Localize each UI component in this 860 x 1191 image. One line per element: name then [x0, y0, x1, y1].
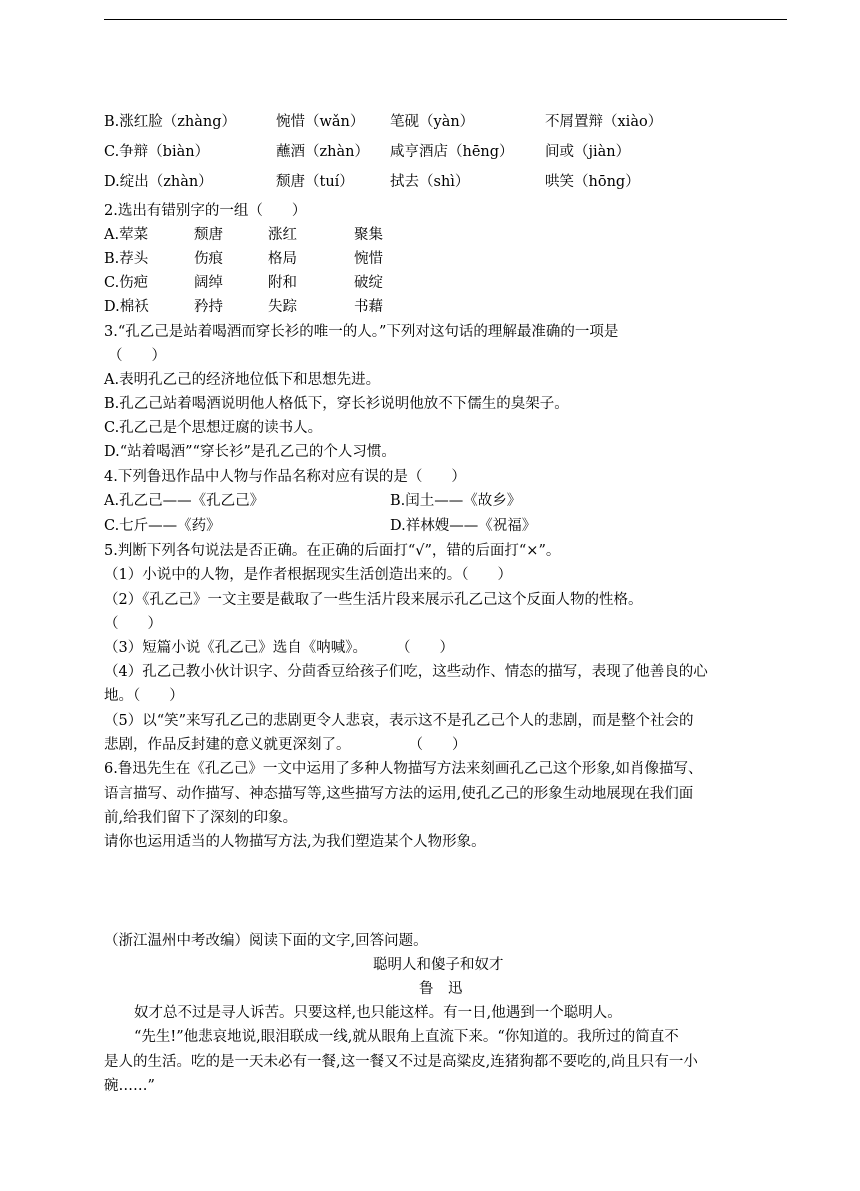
- q5-item-4-cont: 地。（ ）: [104, 688, 184, 704]
- q1-b-3: 笔砚（yàn）: [390, 114, 475, 130]
- q5-stem: 5.判断下列各句说法是否正确。在正确的后面打“√”，错的后面打“×”。: [104, 543, 561, 559]
- q2-a-3: 涨红: [268, 227, 297, 243]
- q5-item-5: （5）以“笑”来写孔乙己的悲剧更令人悲哀，表示这不是孔乙己个人的悲剧，而是整个社会的: [104, 713, 694, 729]
- q2-c-1: C.伤疤: [104, 275, 149, 291]
- q3-option-d: D.“站着喝酒”“穿长衫”是孔乙己的个人习惯。: [104, 444, 396, 460]
- q6-line-1: 6.鲁迅先生在《孔乙己》一文中运用了多种人物描写方法来刻画孔乙己这个形象,如肖像描写、: [104, 761, 703, 777]
- q5-item-4: （4）孔乙己教小伙计识字、分茴香豆给孩子们吃，这些动作、情态的描写，表现了他善良的心: [104, 664, 708, 680]
- reading-intro: （浙江温州中考改编）阅读下面的文字,回答问题。: [104, 933, 428, 949]
- q6-line-2: 语言描写、动作描写、神态描写等,这些描写方法的运用,使孔乙己的形象生动地展现在我们面: [104, 786, 694, 802]
- q1-d-4: 哄笑（hōng）: [545, 174, 640, 190]
- q1-c-4: 间或（jiàn）: [545, 144, 631, 160]
- q1-b-2: 惋惜（wǎn）: [276, 114, 365, 130]
- q2-a-1: A.荤菜: [104, 227, 149, 243]
- q1-c-2: 蘸酒（zhàn）: [276, 144, 369, 160]
- q6-line-3: 前,给我们留下了深刻的印象。: [104, 810, 298, 826]
- q1-c-1: C.争辩（biàn）: [104, 144, 210, 160]
- passage-paragraph-2-cont: 是人的生活。吃的是一天未必有一餐,这一餐又不过是高粱皮,连猪狗都不要吃的,尚且只有一小: [104, 1054, 698, 1070]
- q1-c-3: 咸亨酒店（hēng）: [390, 144, 514, 160]
- passage-author: 鲁 迅: [419, 981, 463, 997]
- q1-d-2: 颓唐（tuí）: [276, 174, 354, 190]
- q5-item-2: （2）《孔乙己》一文主要是截取了一些生活片段来展示孔乙己这个反面人物的性格。: [104, 592, 643, 608]
- q4-stem: 4.下列鲁迅作品中人物与作品名称对应有误的是（ ）: [104, 469, 466, 485]
- header-rule: [104, 19, 787, 20]
- q2-d-4: 书藉: [354, 299, 383, 315]
- q2-a-2: 颓唐: [194, 227, 223, 243]
- q6-line-4: 请你也运用适当的人物描写方法,为我们塑造某个人物形象。: [104, 834, 486, 850]
- q2-d-1: D.棉袄: [104, 299, 149, 315]
- q2-stem: 2.选出有错别字的一组（ ）: [104, 203, 307, 219]
- q1-b-4: 不屑置辩（xiào）: [545, 114, 663, 130]
- q4-option-a: A.孔乙己——《孔乙己》: [104, 493, 265, 509]
- q3-paren: （ ）: [108, 348, 166, 364]
- q5-item-3: （3）短篇小说《孔乙己》选自《呐喊》。 （ ）: [104, 640, 454, 656]
- passage-paragraph-1: 奴才总不过是寻人诉苦。只要这样,也只能这样。有一日,他遇到一个聪明人。: [134, 1005, 622, 1021]
- q3-option-b: B.孔乙己站着喝酒说明他人格低下，穿长衫说明他放不下儒生的臭架子。: [104, 396, 569, 412]
- passage-paragraph-2-end: 碗……”: [104, 1078, 155, 1094]
- q2-c-3: 附和: [268, 275, 297, 291]
- q4-option-b: B.闰土——《故乡》: [390, 493, 522, 509]
- q2-a-4: 聚集: [354, 227, 383, 243]
- q2-c-2: 阔绰: [194, 275, 223, 291]
- q3-option-c: C.孔乙己是个思想迂腐的读书人。: [104, 420, 323, 436]
- q3-stem: 3.“孔乙己是站着喝酒而穿长衫的唯一的人。”下列对这句话的理解最准确的一项是: [104, 324, 619, 340]
- q2-b-3: 格局: [268, 251, 297, 267]
- passage-paragraph-2: “先生!”他悲哀地说,眼泪联成一线,就从眼角上直流下来。“你知道的。我所过的简直不: [134, 1029, 679, 1045]
- q5-item-1: （1）小说中的人物，是作者根据现实生活创造出来的。（ ）: [104, 567, 512, 583]
- q1-b-1: B.涨红脸（zhàng）: [104, 114, 237, 130]
- q2-d-3: 失踪: [268, 299, 297, 315]
- q3-option-a: A.表明孔乙己的经济地位低下和思想先进。: [104, 372, 381, 388]
- q2-b-2: 伤痕: [194, 251, 223, 267]
- q2-d-2: 矜持: [194, 299, 223, 315]
- q5-item-2-paren: （ ）: [104, 616, 162, 632]
- q2-c-4: 破绽: [354, 275, 383, 291]
- q2-b-4: 惋惜: [354, 251, 383, 267]
- q4-option-d: D.祥林嫂——《祝福》: [390, 518, 537, 534]
- q1-d-3: 拭去（shì）: [390, 174, 470, 190]
- q1-d-1: D.绽出（zhàn）: [104, 174, 213, 190]
- passage-title: 聪明人和傻子和奴才: [373, 957, 504, 973]
- q4-option-c: C.七斤——《药》: [104, 518, 221, 534]
- q5-item-5-cont: 悲剧，作品反封建的意义就更深刻了。 （ ）: [104, 737, 467, 753]
- q2-b-1: B.荐头: [104, 251, 149, 267]
